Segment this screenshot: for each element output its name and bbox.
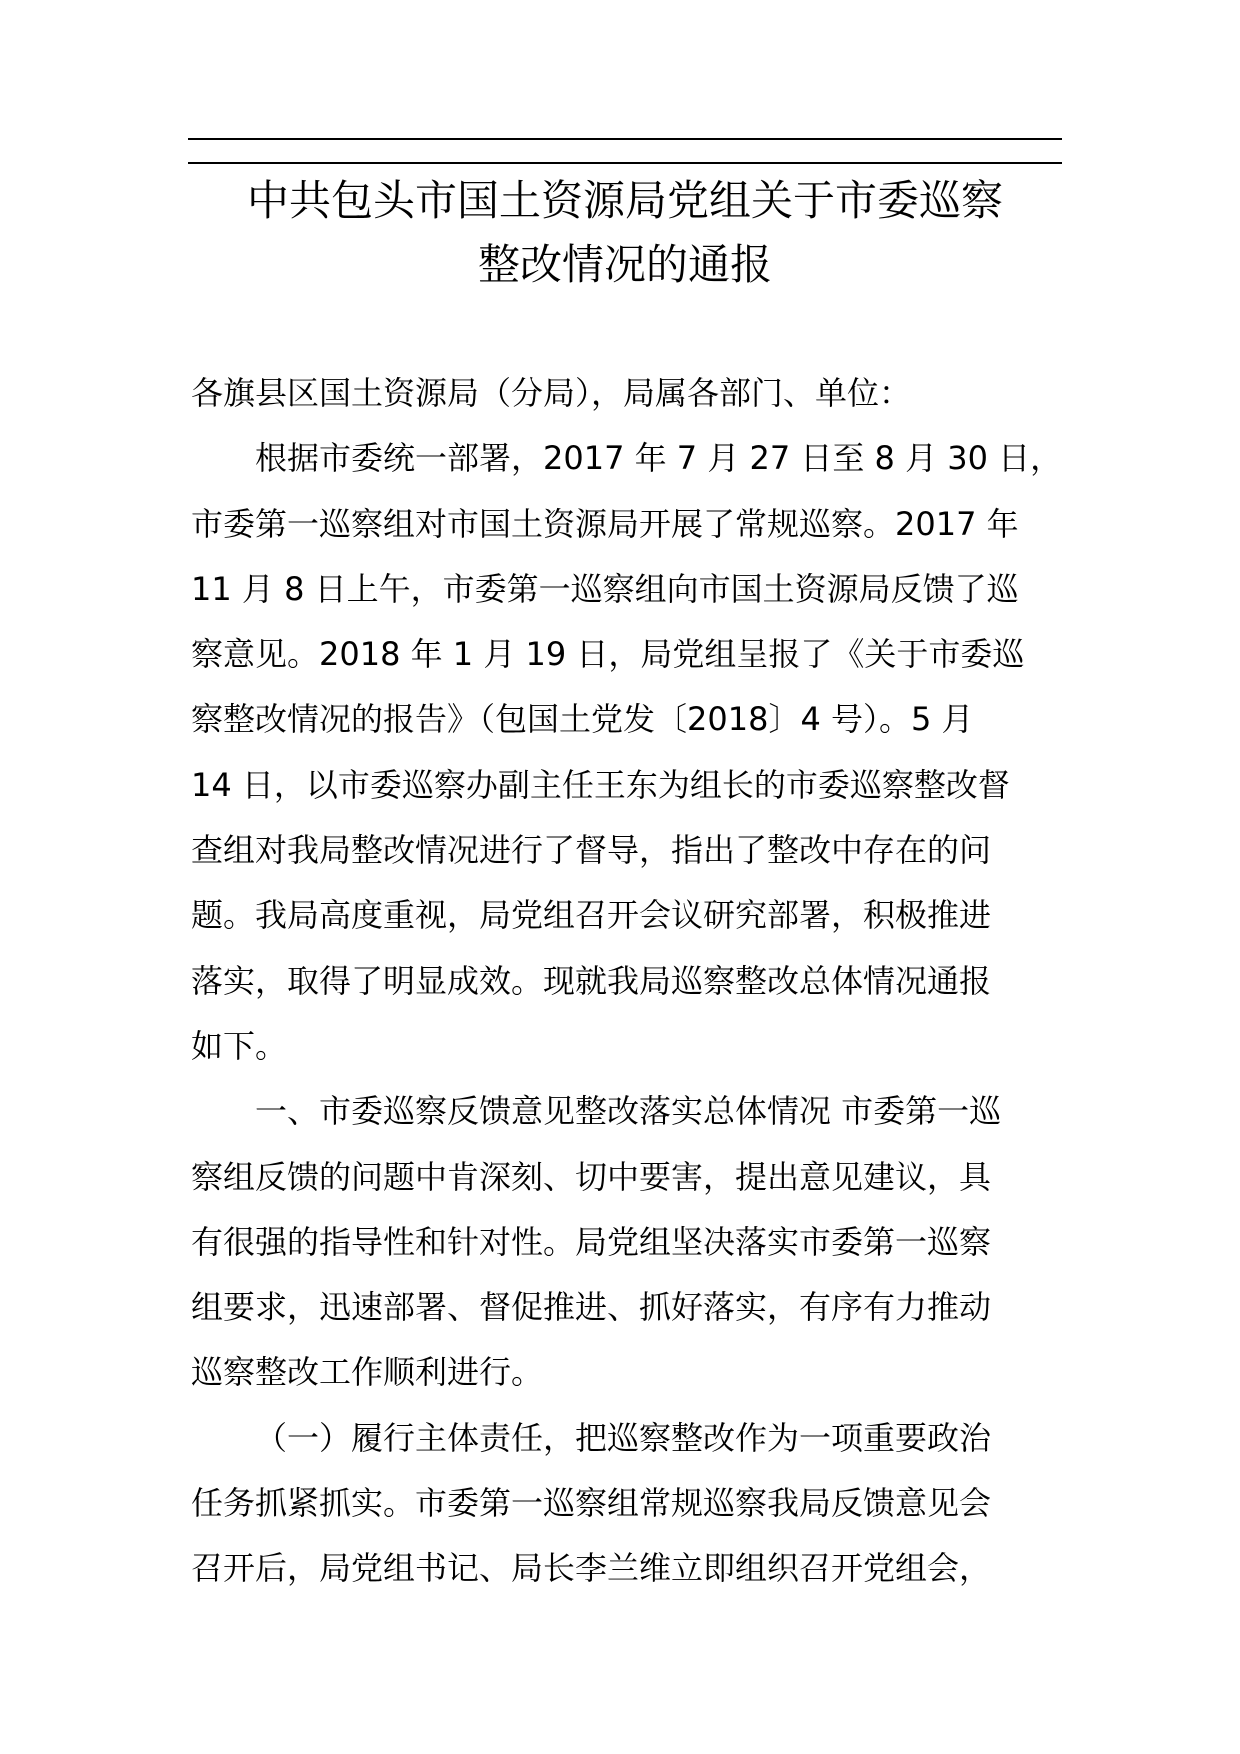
paragraph-line: 察组反馈的问题中肯深刻、切中要害，提出意见建议，具 — [191, 1157, 992, 1196]
paragraph-line: 召开后，局党组书记、局长李兰维立即组织召开党组会， — [191, 1549, 992, 1588]
header-rule-top — [188, 138, 1062, 140]
paragraph-line: 题。我局高度重视，局党组召开会议研究部署，积极推进 — [191, 896, 992, 935]
paragraph-line: 查组对我局整改情况进行了督导，指出了整改中存在的问 — [191, 831, 992, 870]
document-title-line-2: 整改情况的通报 — [477, 240, 772, 289]
paragraph-line: 市委第一巡察组对市国土资源局开展了常规巡察。2017 年 — [191, 504, 1019, 543]
paragraph-line: 如下。 — [191, 1026, 288, 1065]
paragraph-line: 有很强的指导性和针对性。局党组坚决落实市委第一巡察 — [191, 1222, 992, 1261]
paragraph-line: 察整改情况的报告》（包国土党发〔2018〕4 号）。5 月 — [191, 700, 974, 739]
paragraph-line: 11 月 8 日上午，市委第一巡察组向市国土资源局反馈了巡 — [191, 569, 1019, 608]
document-title-line-1: 中共包头市国土资源局党组关于市委巡察 — [246, 176, 1003, 225]
paragraph-line: 察意见。2018 年 1 月 19 日，局党组呈报了《关于市委巡 — [191, 635, 1025, 674]
paragraph-line: 组要求，迅速部署、督促推进、抓好落实，有序有力推动 — [191, 1288, 992, 1327]
paragraph-line: 巡察整改工作顺利进行。 — [191, 1353, 544, 1392]
section-heading-line: 一、市委巡察反馈意见整改落实总体情况 市委第一巡 — [255, 1092, 1002, 1131]
header-rule-bottom — [188, 162, 1062, 164]
paragraph-line: 根据市委统一部署，2017 年 7 月 27 日至 8 月 30 日， — [255, 439, 1063, 478]
salutation: 各旗县区国土资源局（分局），局属各部门、单位： — [191, 374, 912, 412]
document-body — [191, 361, 1091, 1602]
paragraph-line: 14 日，以市委巡察办副主任王东为组长的市委巡察整改督 — [191, 765, 1010, 804]
paragraph-line: 任务抓紧抓实。市委第一巡察组常规巡察我局反馈意见会 — [191, 1484, 992, 1523]
subsection-heading-line: （一）履行主体责任，把巡察整改作为一项重要政治 — [255, 1418, 992, 1457]
paragraph-line: 落实，取得了明显成效。现就我局巡察整改总体情况通报 — [191, 961, 992, 1000]
